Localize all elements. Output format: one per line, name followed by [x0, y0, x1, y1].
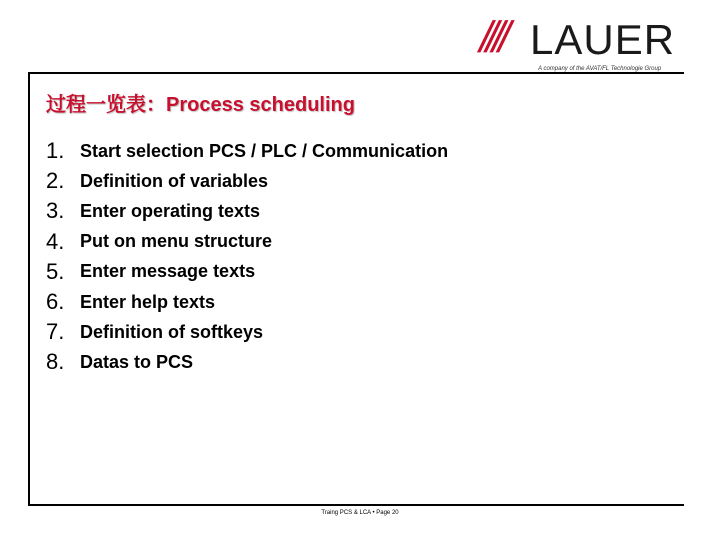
frame-bottom-border	[28, 504, 684, 506]
list-item	[46, 136, 448, 166]
page-footer: Traing PCS & LCA • Page 20	[321, 510, 399, 516]
lauer-logo	[474, 13, 710, 74]
item-number: 1.	[46, 138, 65, 164]
item-text: Put on menu structure	[80, 231, 273, 252]
list-item	[46, 227, 448, 257]
item-number: 4.	[46, 228, 65, 254]
item-text: Start selection PCS / PLC / Communication	[80, 140, 449, 161]
item-text: Enter help texts	[80, 291, 216, 312]
item-text: Definition of softkeys	[80, 321, 264, 342]
list-item	[46, 196, 448, 226]
item-number: 5.	[46, 258, 65, 284]
frame-left-border	[28, 72, 30, 506]
step-list	[46, 136, 448, 378]
item-number: 3.	[46, 198, 65, 224]
item-number: 2.	[46, 168, 65, 194]
item-number: 6.	[46, 289, 65, 315]
list-item	[46, 317, 448, 347]
logo-slashes: ////	[474, 13, 511, 62]
slide-title: 过程一览表：Process scheduling	[46, 94, 355, 116]
list-item	[46, 347, 448, 377]
frame-top-border	[28, 72, 684, 74]
item-number: 8.	[46, 349, 65, 375]
list-item	[46, 257, 448, 287]
list-item	[46, 166, 448, 196]
list-item	[46, 287, 448, 317]
logo-wordmark: LAUER	[530, 16, 676, 63]
item-text: Datas to PCS	[80, 351, 194, 372]
item-number: 7.	[46, 319, 65, 345]
item-text: Enter message texts	[80, 261, 256, 282]
item-text: Definition of variables	[80, 170, 269, 191]
item-text: Enter operating texts	[80, 200, 261, 221]
logo-subtitle: A company of the AVAT/FL Technologie Group	[538, 66, 662, 72]
